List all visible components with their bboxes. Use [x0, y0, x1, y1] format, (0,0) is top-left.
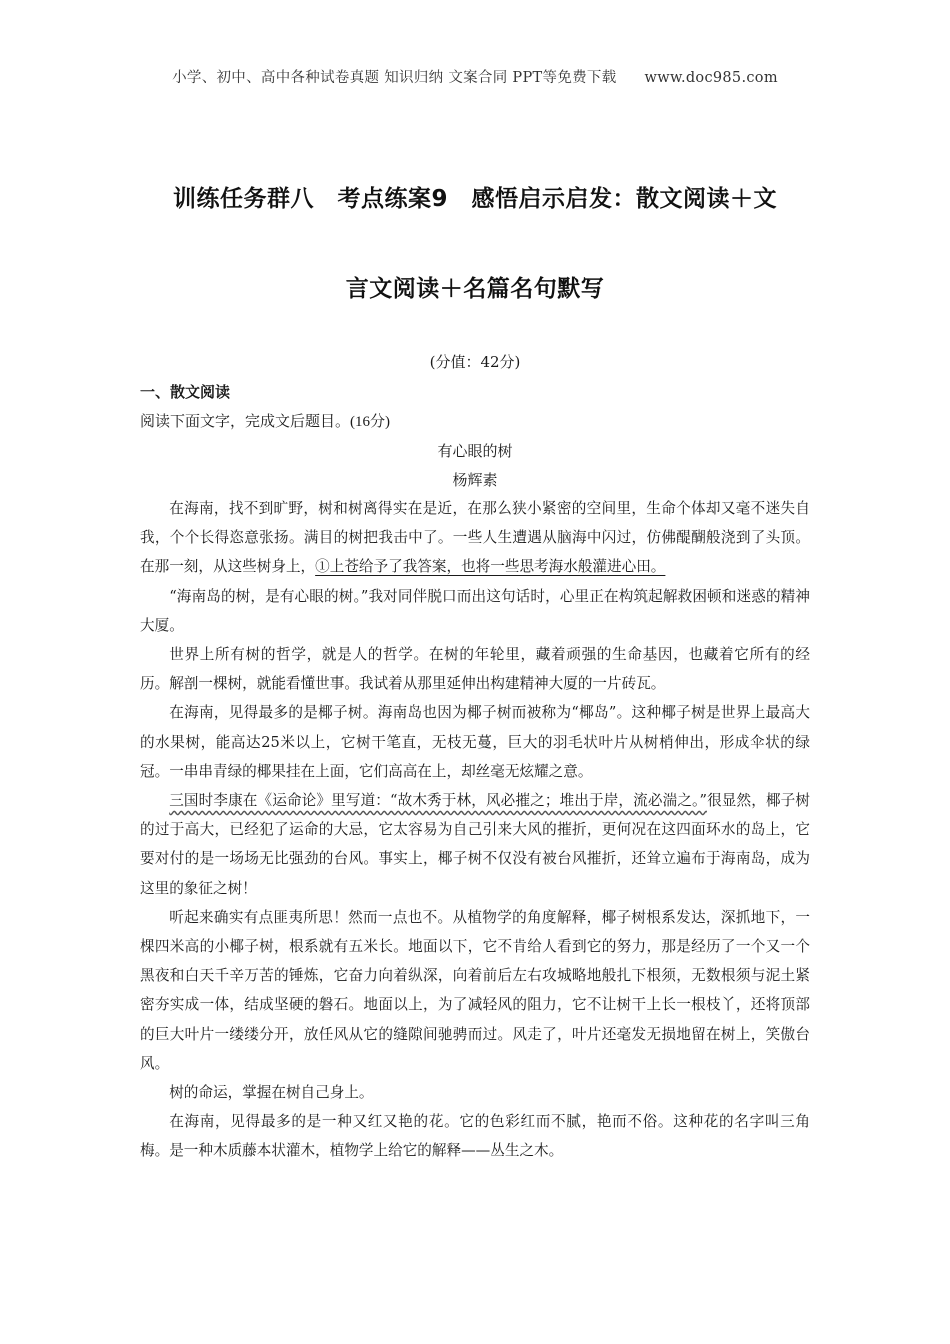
section-heading: 一、散文阅读	[140, 383, 231, 401]
instruction	[140, 410, 390, 431]
paragraph-7: 树的命运，掌握在树自己身上。	[169, 1084, 374, 1102]
page-title-line-2: 言文阅读＋名篇名句默写	[345, 276, 605, 302]
paragraph-1-text: 在海南，找不到旷野，树和树离得实在是近，在那么狭小紧密的空间里，生命个体却又毫不迷失自我，个个长得恣意张扬。满目的树把我击中了。一些人生遭遇从脑海中闪过，仿佛醍醐般浇到了头顶。在那一刻，从这些树身上，	[140, 500, 810, 576]
paragraph-3: 世界上所有树的哲学，就是人的哲学。在树的年轮里，藏着顽强的生命基因，也藏着它所有的经历。解剖一棵树，就能看懂世事。我试着从那里延伸出构建精神大厦的一片砖瓦。	[140, 646, 810, 693]
page-title-line-1: 训练任务群八 考点练案9 感悟启示启发：散文阅读＋文	[172, 186, 777, 212]
header-banner: 小学、初中、高中各种试卷真题 知识归纳 文案合同 PPT等免费下载	[172, 70, 617, 86]
paragraph-5-text: 很显然，椰子树的过于高大，已经犯了运命的大忌，它太容易为自己引来大风的摧折，更何况在这四面环水的岛上，它要对付的是一场场无比强劲的台风。事实上，椰子树不仅没有被台风摧折，还耸立遍布于海南岛，成为这里的象征之树！	[140, 792, 810, 897]
score-total: (分值：42分)	[429, 353, 521, 371]
paragraph-6: 听起来确实有点匪夷所思！然而一点也不。从植物学的角度解释，椰子树根系发达，深抓地下，一棵四米高的小椰子树，根系就有五米长。地面以下，它不肯给人看到它的努力，那是经历了一个又一个黑夜和白天千辛万苦的锤炼，它奋力向着纵深，向着前后左右攻城略地般扎下根须，无数根须与泥土紧密夯实成一体，结成坚硬的磐石。地面以上，为了减轻风的阻力，它不让树干上长一根枝丫，还将顶部的巨大叶片一缕缕分开，放任风从它的缝隙间驰骋而过。风走了，叶片还毫发无损地留在树上，笑傲台风。	[140, 908, 810, 1072]
paragraph-4: 在海南，见得最多的是椰子树。海南岛也因为椰子树而被称为“椰岛”。这种椰子树是世界上最高大的水果树，能高达25米以上，它树干笔直，无枝无蔓，巨大的羽毛状叶片从树梢伸出，形成伞状的绿冠。一串串青绿的椰果挂在上面，它们高高在上，却丝毫无炫耀之意。	[140, 704, 810, 780]
article-body	[140, 494, 810, 1166]
instruction-points: (16分)	[350, 414, 391, 430]
paragraph-5	[140, 786, 810, 903]
paragraph-1	[140, 494, 810, 582]
instruction-text: 阅读下面文字，完成文后题目。	[140, 412, 351, 430]
article-title: 有心眼的树	[437, 442, 513, 460]
page-header	[0, 66, 950, 87]
header-url[interactable]: www.doc985.com	[644, 70, 778, 86]
paragraph-2: “海南岛的树，是有心眼的树。”我对同伴脱口而出这句话时，心里正在构筑起解救困顿和迷惑的精神大厦。	[140, 587, 810, 634]
underlined-sentence-1: ①上苍给予了我答案，也将一些思考海水般灌进心田。	[315, 558, 666, 576]
wavy-underlined-quote: 三国时李康在《运命论》里写道：“故木秀于林，风必摧之；堆出于岸，流必湍之。”	[169, 792, 707, 810]
article-author: 杨辉素	[452, 471, 498, 489]
paragraph-8: 在海南，见得最多的是一种又红又艳的花。它的色彩红而不腻，艳而不俗。这种花的名字叫三角梅。是一种木质藤本状灌木，植物学上给它的解释——丛生之木。	[140, 1113, 810, 1160]
